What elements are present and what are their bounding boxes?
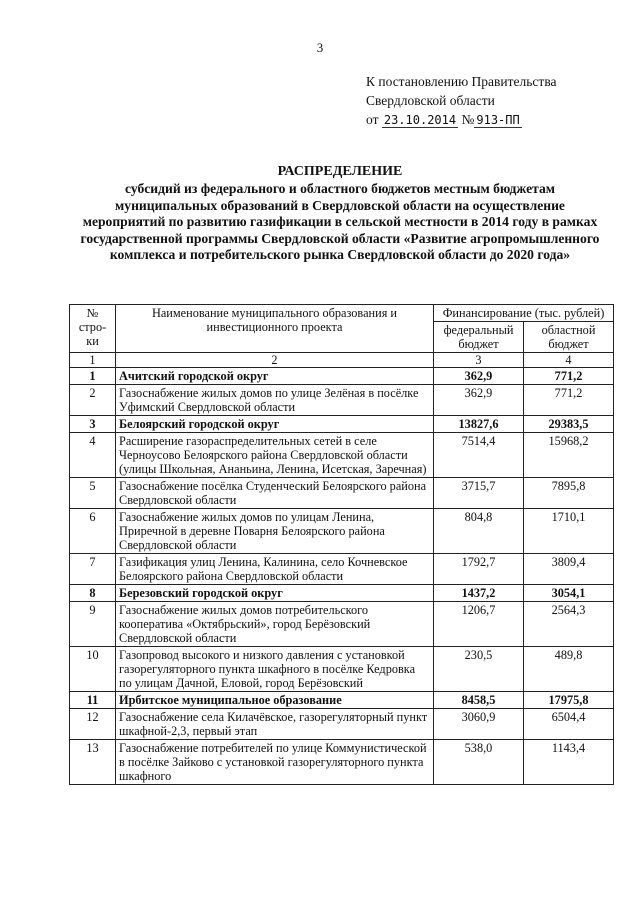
- row-name: Газопровод высокого и низкого давления с установкой газорегуляторного пункта шкафного в посёлке Кедровка по улицам Дачной, Еловой, город Берёзовский: [116, 647, 434, 692]
- table-row: [70, 509, 614, 554]
- column-index: 3: [434, 353, 524, 368]
- table-row: [70, 740, 614, 785]
- row-number: 7: [70, 554, 116, 585]
- document-subtitle: субсидий из федерального и областного бюджетов местным бюджетам муниципальных образований в Свердловской области на осуществление мероприятий по развитию газификации в сельской местности в 2014 году в рамках государственной программы Свердловской области «Развитие агропромышленного комплекса и потребительского рынка Свердловской области до 2020 года»: [80, 181, 600, 262]
- row-number: 13: [70, 740, 116, 785]
- row-number: 1: [70, 368, 116, 385]
- header-row-top: [70, 305, 614, 322]
- row-regional: 15968,2: [524, 433, 614, 478]
- table-row: [70, 692, 614, 709]
- row-regional: 6504,4: [524, 709, 614, 740]
- table-row: [70, 368, 614, 385]
- row-number: 9: [70, 602, 116, 647]
- row-federal: 538,0: [434, 740, 524, 785]
- document-title: РАСПРЕДЕЛЕНИЕ: [277, 164, 403, 179]
- row-regional: 1710,1: [524, 509, 614, 554]
- row-regional: 1143,4: [524, 740, 614, 785]
- row-number: 5: [70, 478, 116, 509]
- table-row: [70, 478, 614, 509]
- row-name: Газоснабжение села Килачёвское, газорегуляторный пункт шкафной-2,3, первый этап: [116, 709, 434, 740]
- table-row: [70, 709, 614, 740]
- approval-number: 913-ПП: [476, 113, 520, 127]
- row-number: 4: [70, 433, 116, 478]
- row-number: 2: [70, 385, 116, 416]
- header-federal: федеральный бюджет: [434, 322, 524, 353]
- table-row: [70, 647, 614, 692]
- row-number: 10: [70, 647, 116, 692]
- distribution-table: [69, 304, 614, 785]
- row-name: Газоснабжение жилых домов по улице Зелёная в посёлке Уфимский Свердловской области: [116, 385, 434, 416]
- table-row: [70, 602, 614, 647]
- row-number: 11: [70, 692, 116, 709]
- header-regional: областной бюджет: [524, 322, 614, 353]
- header-num: № стро-ки: [70, 305, 116, 353]
- row-federal: 3715,7: [434, 478, 524, 509]
- approval-number-sign: №: [461, 112, 475, 127]
- row-regional: 3809,4: [524, 554, 614, 585]
- row-name: Газоснабжение жилых домов по улицам Ленина, Приречной в деревне Поварня Белоярского района Свердловской области: [116, 509, 434, 554]
- row-federal: 13827,6: [434, 416, 524, 433]
- row-federal: 362,9: [434, 385, 524, 416]
- row-federal: 1792,7: [434, 554, 524, 585]
- approval-line-2: Свердловской области: [366, 93, 495, 108]
- row-name: Ачитский городской округ: [116, 368, 434, 385]
- row-regional: 17975,8: [524, 692, 614, 709]
- row-federal: 1437,2: [434, 585, 524, 602]
- row-regional: 771,2: [524, 385, 614, 416]
- row-regional: 3054,1: [524, 585, 614, 602]
- approval-date: 23.10.2014: [383, 113, 457, 127]
- row-federal: 230,5: [434, 647, 524, 692]
- page-number: 3: [316, 40, 324, 55]
- approval-block: [366, 72, 626, 130]
- row-federal: 804,8: [434, 509, 524, 554]
- row-regional: 2564,3: [524, 602, 614, 647]
- row-name: Белоярский городской округ: [116, 416, 434, 433]
- row-federal: 3060,9: [434, 709, 524, 740]
- column-index: 2: [116, 353, 434, 368]
- row-number: 12: [70, 709, 116, 740]
- table-row: [70, 416, 614, 433]
- row-regional: 29383,5: [524, 416, 614, 433]
- table-row: [70, 585, 614, 602]
- row-name: Березовский городской округ: [116, 585, 434, 602]
- row-name: Газоснабжение потребителей по улице Коммунистической в посёлке Зайково с установкой газорегуляторного пункта шкафного: [116, 740, 434, 785]
- row-federal: 7514,4: [434, 433, 524, 478]
- approval-prefix: от: [366, 112, 379, 127]
- row-regional: 7895,8: [524, 478, 614, 509]
- row-federal: 1206,7: [434, 602, 524, 647]
- header-name: Наименование муниципального образования и инвестиционного проекта: [116, 305, 434, 353]
- column-index: 4: [524, 353, 614, 368]
- row-name: Ирбитское муниципальное образование: [116, 692, 434, 709]
- table-row: [70, 554, 614, 585]
- row-regional: 771,2: [524, 368, 614, 385]
- row-name: Газоснабжение жилых домов потребительского кооператива «Октябрьский», город Берёзовский Свердловской области: [116, 602, 434, 647]
- row-number: 3: [70, 416, 116, 433]
- row-federal: 362,9: [434, 368, 524, 385]
- row-number: 8: [70, 585, 116, 602]
- row-name: Газоснабжение посёлка Студенческий Белоярского района Свердловской области: [116, 478, 434, 509]
- row-name: Расширение газораспределительных сетей в селе Черноусово Белоярского района Свердловской области (улицы Школьная, Ананьина, Ленина, Исетская, Заречная): [116, 433, 434, 478]
- table-row: [70, 385, 614, 416]
- header-financing: Финансирование (тыс. рублей): [434, 305, 614, 322]
- approval-line-1: К постановлению Правительства: [366, 74, 557, 89]
- row-regional: 489,8: [524, 647, 614, 692]
- column-index-row: [70, 353, 614, 368]
- row-federal: 8458,5: [434, 692, 524, 709]
- table-row: [70, 433, 614, 478]
- row-number: 6: [70, 509, 116, 554]
- approval-date-number: [366, 110, 626, 130]
- row-name: Газификация улиц Ленина, Калинина, село Кочневское Белоярского района Свердловской области: [116, 554, 434, 585]
- column-index: 1: [70, 353, 116, 368]
